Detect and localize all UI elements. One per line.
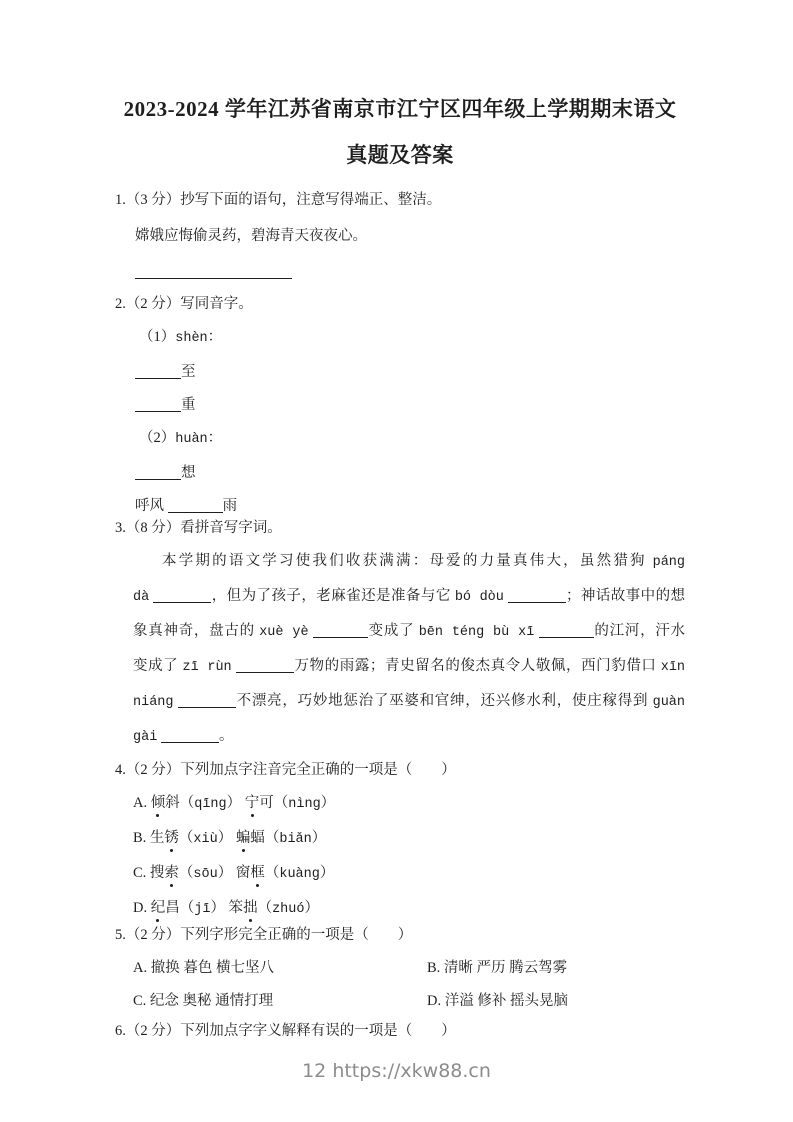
text-run: 雨 <box>222 498 238 514</box>
text-run: （ <box>257 900 273 916</box>
page-content <box>115 96 685 1041</box>
answer-blank <box>135 362 181 379</box>
answer-blank <box>161 726 219 743</box>
emphasized-char: 蝙 <box>235 830 251 846</box>
pinyin-text: guàn <box>652 695 686 710</box>
question-line <box>133 958 685 978</box>
text-run: 3.（8 分）看拼音写字词。 <box>115 520 282 536</box>
page-footer <box>0 1060 793 1082</box>
answer-blank <box>135 262 292 279</box>
answer-blank <box>313 621 368 638</box>
text-run: ；神话故事中的想 <box>565 588 686 604</box>
question-line <box>133 991 685 1011</box>
question-line <box>133 656 685 678</box>
pinyin-text: zhuó <box>272 902 305 917</box>
text-run: D. 洋溢 修补 摇头晃脑 <box>427 993 568 1009</box>
document-title-line2: 真题及答案 <box>346 143 454 167</box>
question-6 <box>115 1021 685 1041</box>
emphasized-char: 纪 <box>150 900 166 916</box>
pinyin-text: biǎn <box>279 832 312 847</box>
answer-blank <box>135 395 181 412</box>
pinyin-text: kuàng <box>279 867 320 882</box>
pinyin-text: bēn téng bù xī <box>418 625 535 640</box>
question-5 <box>115 925 685 1011</box>
pinyin-text: páng <box>652 555 685 570</box>
question-header <box>115 1021 685 1041</box>
emphasized-char: 宁 <box>244 795 260 811</box>
emphasized-char: 锈 <box>164 830 179 846</box>
question-line <box>133 898 685 920</box>
option-column <box>133 991 427 1011</box>
text-run: A. 撤换 暮色 横七坚八 <box>133 960 274 976</box>
text-run: （ <box>264 865 280 881</box>
text-run: A. <box>133 795 151 811</box>
text-run: ） <box>217 830 236 846</box>
text-run: （1） <box>139 329 176 345</box>
question-line <box>135 262 685 282</box>
question-line <box>133 863 685 885</box>
question-line <box>133 793 685 815</box>
pinyin-text: xīn <box>660 660 686 675</box>
emphasized-char: 拙 <box>243 900 258 916</box>
pinyin-text: huàn <box>175 432 208 447</box>
text-run: 嫦娥应悔偷灵药，碧海青天夜夜心。 <box>135 228 367 244</box>
pinyin-text: sōu <box>193 867 218 882</box>
question-header <box>115 294 685 314</box>
pinyin-text: dà <box>133 590 150 605</box>
pinyin-text: shèn <box>175 331 208 346</box>
emphasized-char: 索 <box>164 865 179 881</box>
question-line <box>133 691 685 713</box>
pinyin-text: zī rùn <box>182 660 232 675</box>
answer-blank <box>168 496 223 513</box>
text-run: ） <box>319 865 335 881</box>
option-column <box>133 958 427 978</box>
text-run: 呼风 <box>135 498 168 514</box>
text-run: 蝠（ <box>250 830 280 846</box>
pinyin-text: bó dòu <box>454 590 504 605</box>
text-run: ） 窗 <box>217 865 251 881</box>
text-run: 万物的雨露；青史留名的俊杰真令人敬佩，西门豹借口 <box>293 658 661 674</box>
text-run: 的江河，汗水 <box>593 623 686 639</box>
question-header <box>115 518 685 538</box>
answer-blank <box>236 656 294 673</box>
text-run: 变成了 <box>367 623 419 639</box>
footer-url: https://xkw88.cn <box>332 1060 491 1082</box>
text-run: 变成了 <box>133 658 183 674</box>
text-run: 6.（2 分）下列加点字字义解释有误的一项是（ ） <box>115 1023 456 1039</box>
question-line <box>135 226 685 246</box>
question-header <box>115 760 685 780</box>
answer-blank <box>178 691 236 708</box>
question-line <box>135 362 685 382</box>
text-run: 。 <box>218 728 234 744</box>
text-run: ） <box>311 830 327 846</box>
question-line <box>133 621 685 643</box>
text-run: 至 <box>181 364 196 380</box>
text-run: 1.（3 分）抄写下面的语句，注意写得端正、整洁。 <box>115 192 442 208</box>
question-3 <box>115 518 685 748</box>
question-list <box>115 190 685 1041</box>
page-number: 12 <box>302 1060 327 1082</box>
pinyin-text: niáng <box>133 695 174 710</box>
answer-blank <box>539 621 594 638</box>
emphasized-char: 倾 <box>150 795 166 811</box>
text-run: （ <box>178 830 194 846</box>
text-run: 本学期的语文学习使我们收获满满：母爱的力量真伟大，虽然猎狗 <box>162 553 653 569</box>
text-run: 2.（2 分）写同音字。 <box>115 296 253 312</box>
text-run: 想 <box>181 465 196 481</box>
question-line <box>139 428 685 450</box>
emphasized-char: 框 <box>250 865 265 881</box>
question-2 <box>115 294 685 516</box>
pinyin-text: xuè yè <box>259 625 309 640</box>
text-run: ） <box>226 795 245 811</box>
pinyin-text: qīng <box>194 797 227 812</box>
text-run: 不漂亮，巧妙地惩治了巫婆和官绅，还兴修水利，使庄稼得到 <box>235 693 653 709</box>
question-4 <box>115 760 685 920</box>
pinyin-text: jī <box>194 902 211 917</box>
pinyin-text: nìng <box>288 797 321 812</box>
question-line <box>133 586 685 608</box>
question-line <box>135 496 685 516</box>
text-run: 4.（2 分）下列加点字注音完全正确的一项是（ ） <box>115 762 456 778</box>
text-run: ，但为了孩子，老麻雀还是准备与它 <box>211 588 455 604</box>
text-run: 斜（ <box>165 795 195 811</box>
text-run: 重 <box>181 397 196 413</box>
text-run: B. 生 <box>133 830 165 846</box>
question-line <box>133 551 685 573</box>
pinyin-text: gài <box>133 730 158 745</box>
pinyin-text: xiù <box>193 832 218 847</box>
question-line <box>133 828 685 850</box>
answer-blank <box>508 586 566 603</box>
question-header <box>115 190 685 210</box>
question-line <box>139 327 685 349</box>
question-line <box>135 395 685 415</box>
text-run: ： <box>207 430 223 446</box>
text-run: （2） <box>139 430 176 446</box>
text-run: 5.（2 分）下列字形完全正确的一项是（ ） <box>115 927 413 943</box>
text-run: 象真神奇，盘古的 <box>133 623 260 639</box>
text-run: B. 清晰 严历 腾云驾雾 <box>427 960 568 976</box>
text-run: （ <box>178 865 194 881</box>
text-run: ： <box>207 329 223 345</box>
text-run: 昌（ <box>165 900 195 916</box>
question-header <box>115 925 685 945</box>
question-line <box>135 463 685 483</box>
text-run: C. 搜 <box>133 865 165 881</box>
text-run: ） 笨 <box>210 900 244 916</box>
answer-blank <box>153 586 211 603</box>
question-line <box>133 726 685 748</box>
answer-blank <box>135 463 181 480</box>
text-run: C. 纪念 奥秘 通情打理 <box>133 993 274 1009</box>
document-title-line1: 2023-2024 学年江苏省南京市江宁区四年级上学期期末语文 <box>123 97 677 121</box>
text-run: ） <box>304 900 319 916</box>
text-run: 可（ <box>259 795 289 811</box>
text-run: ） <box>320 795 336 811</box>
text-run: D. <box>133 900 151 916</box>
question-1 <box>115 190 685 282</box>
